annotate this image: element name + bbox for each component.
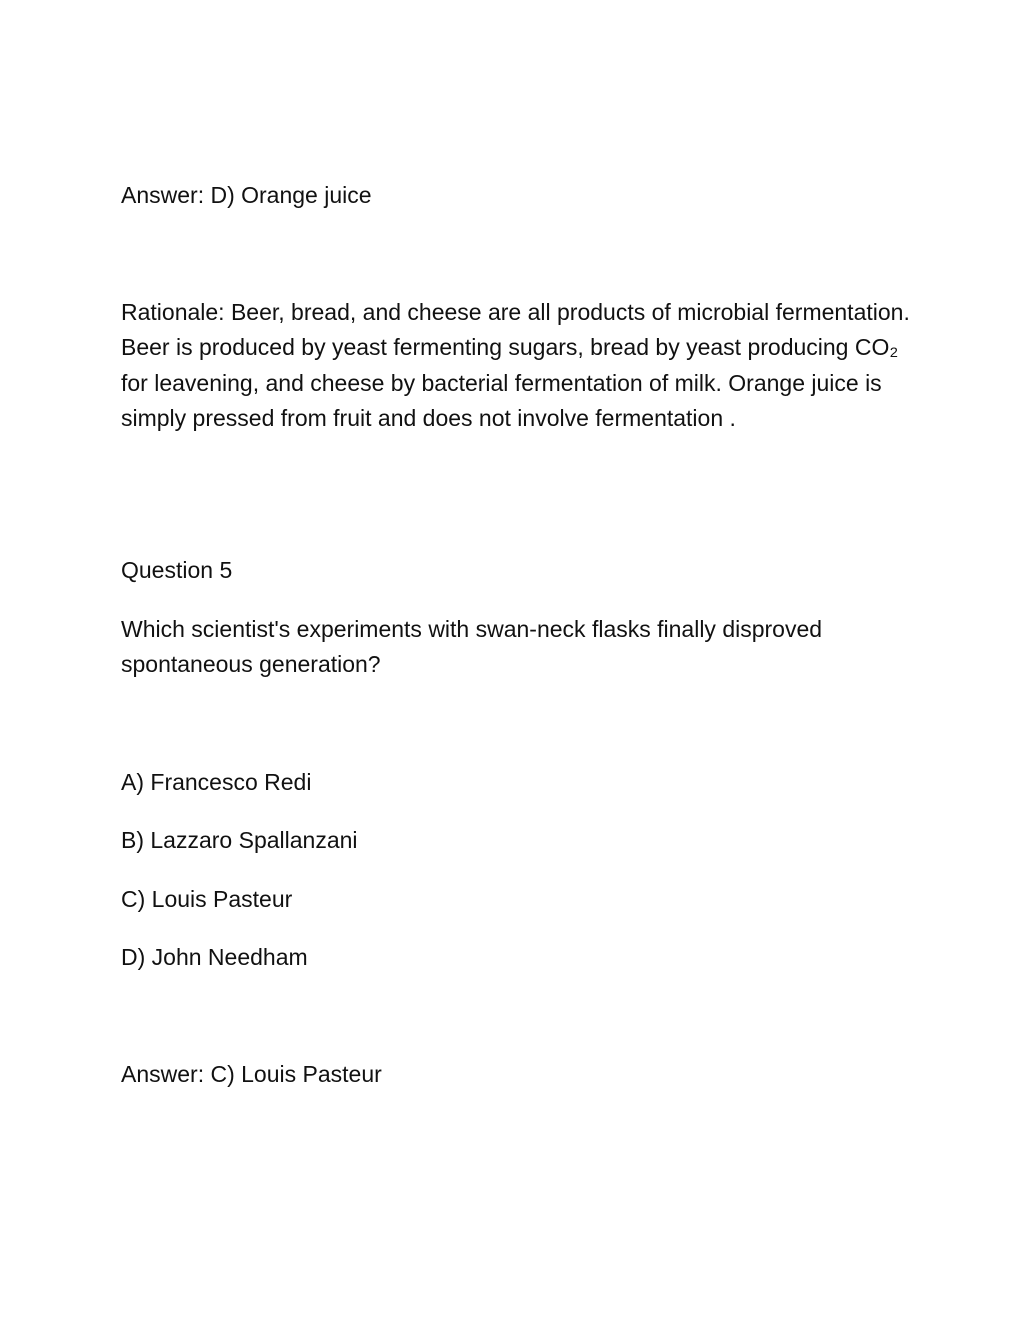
- question-heading: Question 5: [121, 557, 233, 583]
- option-b: B) Lazzaro Spallanzani: [121, 827, 358, 853]
- option-d: D) John Needham: [121, 944, 308, 970]
- previous-answer: Answer: D) Orange juice: [121, 182, 372, 208]
- rationale-paragraph: Rationale: Beer, bread, and cheese are all products of microbial fermentation. Beer is produced by yeast fermenting sugars, bread by yeast producing CO₂ for leavening, and cheese by bacterial fermentation of milk. Orange juice is simply pressed from fruit and does not involve fermentation .: [121, 299, 910, 431]
- option-a: A) Francesco Redi: [121, 769, 312, 795]
- option-c: C) Louis Pasteur: [121, 886, 293, 912]
- question-text: Which scientist's experiments with swan-neck flasks finally disproved spontaneous generation?: [121, 616, 823, 678]
- answer-line: Answer: C) Louis Pasteur: [121, 1061, 382, 1087]
